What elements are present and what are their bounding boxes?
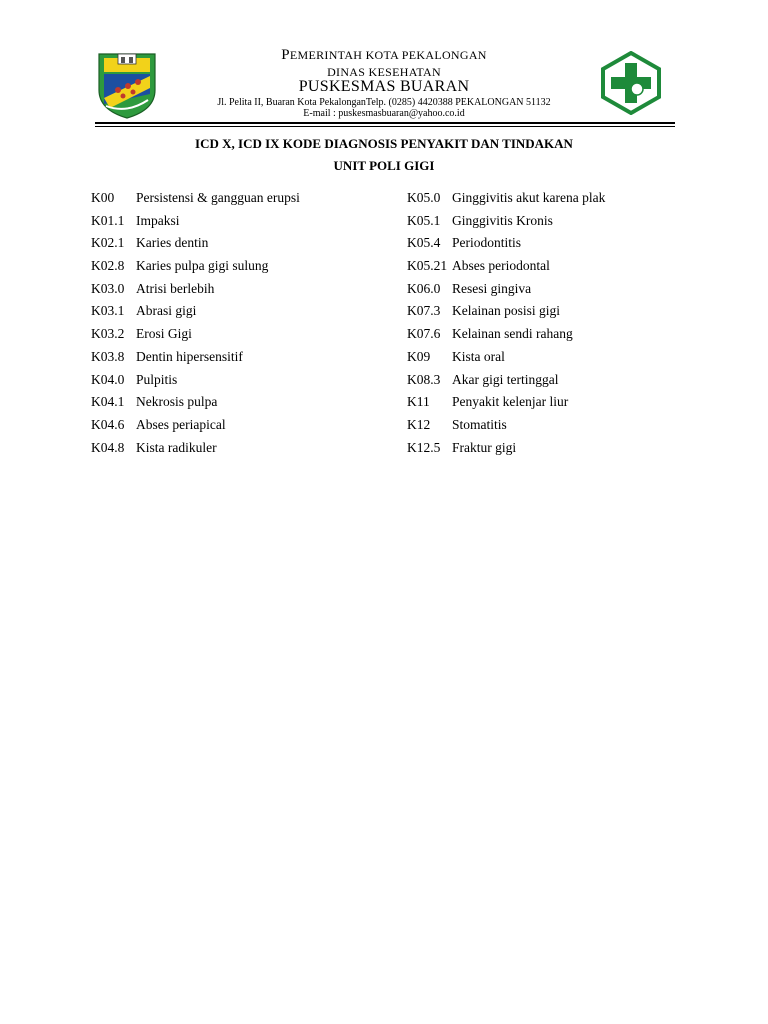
email-line: E-mail : puskesmasbuaran@yahoo.co.id (303, 108, 465, 119)
diagnosis-label: Nekrosis pulpa (136, 394, 218, 410)
list-item (91, 394, 300, 417)
pekalongan-city-crest-icon (96, 50, 158, 120)
list-item (407, 394, 605, 417)
diagnosis-code: K03.2 (91, 326, 125, 342)
gov-initial: P (281, 47, 290, 63)
diagnosis-label: Abses periodontal (452, 258, 550, 274)
diagnosis-label: Karies dentin (136, 235, 209, 251)
diagnosis-code: K05.21 (407, 258, 448, 274)
document-title: ICD X, ICD IX KODE DIAGNOSIS PENYAKIT DAN TINDAKAN (195, 136, 573, 151)
diagnosis-code: K04.1 (91, 394, 125, 410)
diagnosis-label: Fraktur gigi (452, 439, 517, 455)
diagnosis-code: K11 (407, 394, 430, 410)
diagnosis-code: K12.5 (407, 439, 441, 455)
diagnosis-code: K07.6 (407, 326, 441, 342)
list-item (407, 417, 605, 440)
diagnosis-label: Pulpitis (136, 371, 178, 387)
diagnosis-label: Persistensi & gangguan erupsi (136, 190, 300, 205)
diagnosis-label: Kista radikuler (136, 439, 217, 455)
diagnosis-code: K04.8 (91, 439, 125, 455)
diagnosis-code: K12 (407, 416, 431, 432)
diagnosis-label: Kelainan sendi rahang (452, 326, 573, 342)
diagnosis-label: Abses periapical (136, 416, 226, 432)
diagnosis-code: K02.8 (91, 258, 125, 274)
list-item (91, 235, 300, 258)
diagnosis-code: K01.1 (91, 212, 125, 228)
list-item (407, 213, 605, 236)
list-item (407, 235, 605, 258)
code-list-right (407, 190, 605, 462)
diagnosis-code: K02.1 (91, 235, 125, 251)
diagnosis-code: K07.3 (407, 303, 441, 319)
diagnosis-label: Akar gigi tertinggal (452, 371, 559, 387)
list-item (91, 372, 300, 395)
diagnosis-code: K05.4 (407, 235, 441, 251)
list-item (91, 213, 300, 236)
address-line: Jl. Pelita II, Buaran Kota PekalonganTelp. (0285) 4420388 PEKALONGAN 51132 (217, 97, 551, 108)
document-subtitle: UNIT POLI GIGI (333, 158, 435, 173)
header-rule-thin (95, 126, 675, 127)
list-item (91, 258, 300, 281)
list-item (407, 303, 605, 326)
diagnosis-code: K00 (91, 190, 115, 205)
diagnosis-label: Resesi gingiva (452, 280, 532, 296)
diagnosis-code: K09 (407, 348, 431, 364)
list-item (407, 258, 605, 281)
diagnosis-label: Erosi Gigi (136, 326, 192, 342)
list-item (91, 417, 300, 440)
list-item (407, 372, 605, 395)
list-item (91, 349, 300, 372)
diagnosis-code: K06.0 (407, 280, 441, 296)
diagnosis-code: K04.0 (91, 371, 125, 387)
diagnosis-label: Dentin hipersensitif (136, 348, 243, 364)
diagnosis-label: Kelainan posisi gigi (452, 303, 560, 319)
diagnosis-code: K08.3 (407, 371, 441, 387)
diagnosis-label: Atrisi berlebih (136, 280, 215, 296)
diagnosis-code: K04.6 (91, 416, 125, 432)
diagnosis-label: Abrasi gigi (136, 303, 197, 319)
diagnosis-label: Impaksi (136, 212, 180, 228)
diagnosis-label: Stomatitis (452, 416, 507, 432)
government-line (170, 47, 598, 64)
diagnosis-label: Ginggivitis akut karena plak (452, 190, 606, 205)
diagnosis-code: K03.0 (91, 280, 125, 296)
letterhead (0, 0, 768, 130)
code-list-left (91, 190, 300, 462)
list-item (407, 326, 605, 349)
puskesmas-logo-icon (599, 51, 663, 115)
list-item (91, 440, 300, 463)
gov-rest: EMERINTAH KOTA PEKALONGAN (289, 48, 487, 62)
diagnosis-label: Periodontitis (452, 235, 522, 251)
list-item (91, 326, 300, 349)
list-item (407, 349, 605, 372)
diagnosis-label: Karies pulpa gigi sulung (136, 258, 269, 274)
header-rule-thick (95, 122, 675, 124)
department-line: DINAS KESEHATAN (327, 65, 441, 79)
diagnosis-label: Ginggivitis Kronis (452, 212, 553, 228)
list-item (91, 190, 300, 213)
list-item (407, 190, 605, 213)
institution-name: PUSKESMAS BUARAN (298, 78, 470, 95)
list-item (91, 303, 300, 326)
diagnosis-code: K03.8 (91, 348, 125, 364)
diagnosis-label: Kista oral (452, 348, 505, 364)
diagnosis-label: Penyakit kelenjar liur (452, 394, 569, 410)
diagnosis-code: K03.1 (91, 303, 125, 319)
list-item (91, 281, 300, 304)
diagnosis-code: K05.0 (407, 190, 441, 205)
list-item (407, 440, 605, 463)
list-item (407, 281, 605, 304)
diagnosis-code: K05.1 (407, 212, 441, 228)
